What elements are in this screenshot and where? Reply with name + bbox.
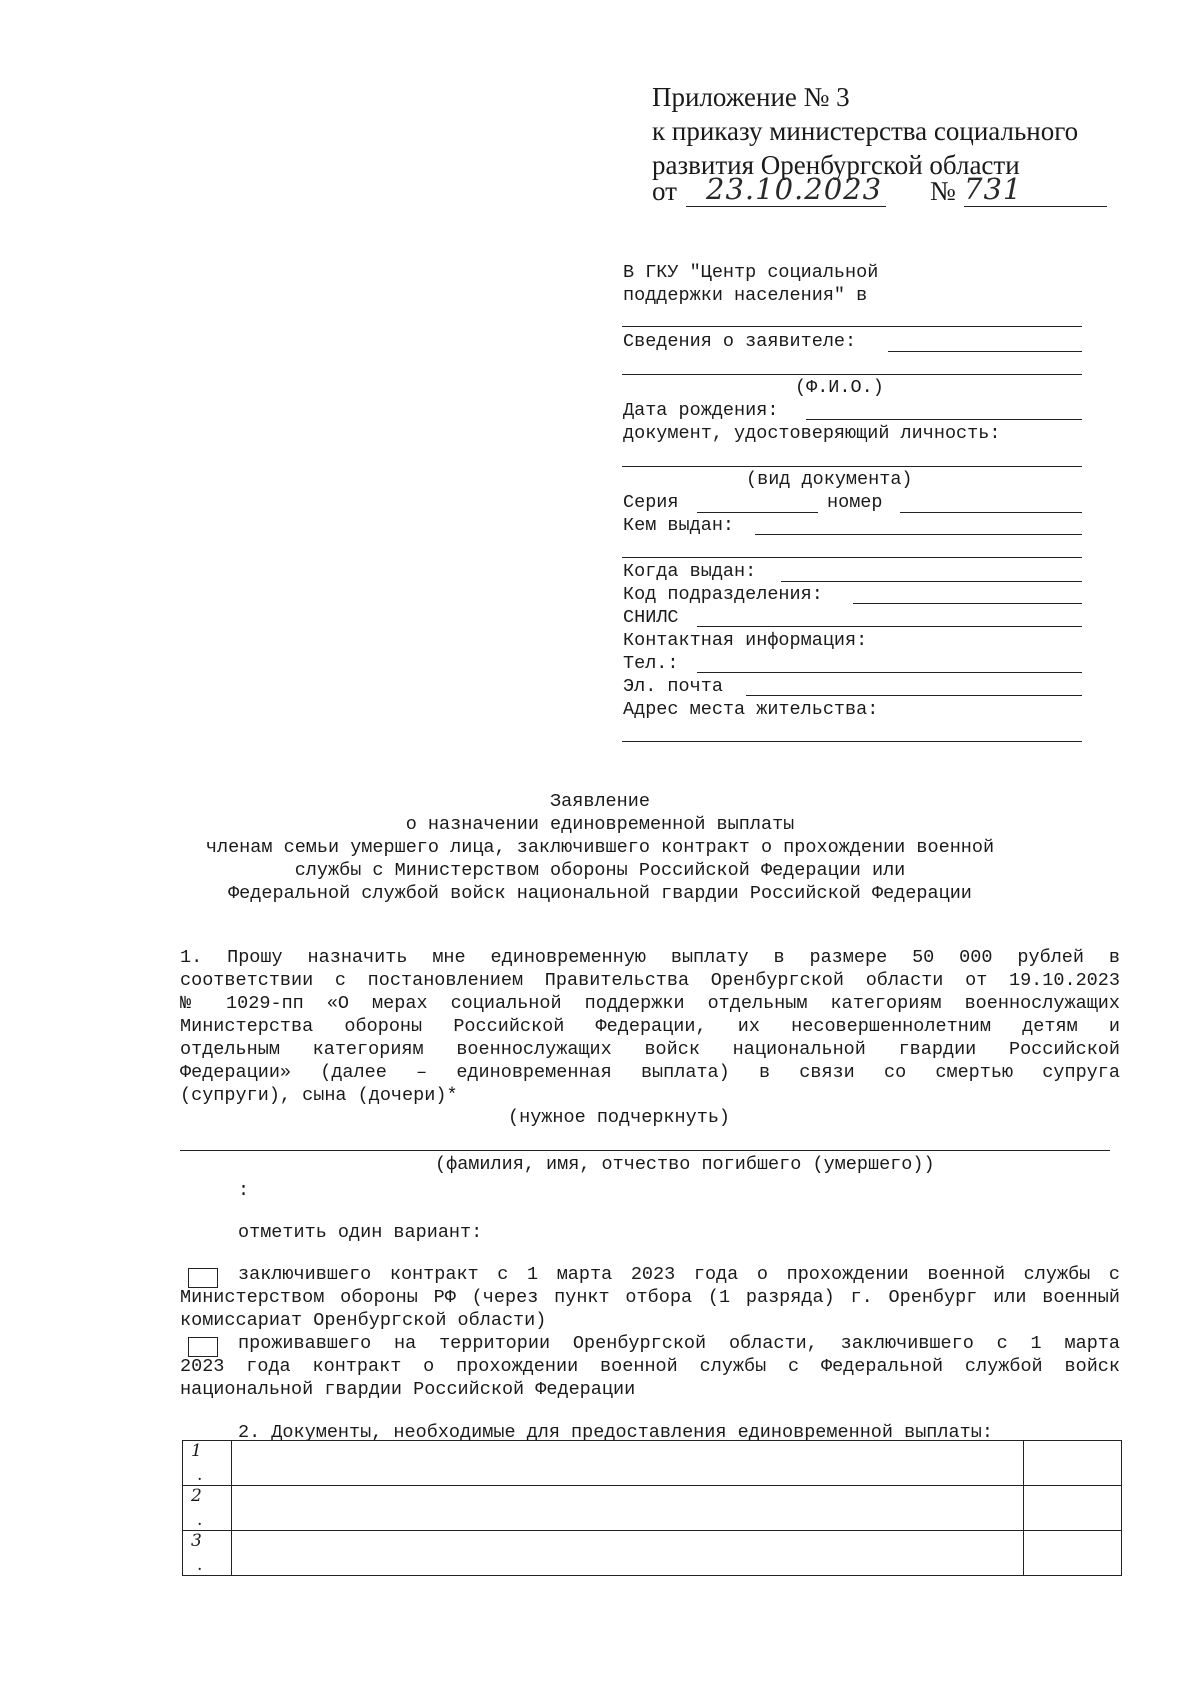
statement-subtitle-4: Федеральной службой войск национальной гвардии Российской Федерации	[228, 883, 972, 904]
recipient-blank-line	[622, 326, 1082, 327]
fio-caption: (Ф.И.О.)	[795, 377, 884, 398]
row-number-dot: .	[197, 1510, 203, 1530]
row-number-cell	[183, 1441, 232, 1486]
documents-label: 2. Документы, необходимые для предоставления единовременной выплаты:	[238, 1422, 993, 1443]
number-underline	[964, 206, 1107, 207]
fio-line	[622, 374, 1082, 375]
address-label: Адрес места жительства:	[623, 699, 879, 720]
issued-when-line	[781, 581, 1082, 582]
number-field-line	[900, 512, 1082, 513]
option-2-line: 2023 года контракт о прохождении военной службы с Федеральной службой войск	[180, 1356, 1120, 1377]
document-extra-cell[interactable]	[1024, 1486, 1122, 1531]
id-document-label: документ, удостоверяющий личность:	[623, 423, 1001, 444]
statement-subtitle-3: службы с Министерством обороны Российской Федерации или	[294, 860, 906, 881]
paragraph-1-line: Федерации» (далее – единовременная выплата) в связи со смертью супруга	[180, 1062, 1120, 1083]
series-label: Серия	[623, 492, 679, 513]
division-code-label: Код подразделения:	[623, 584, 823, 605]
appendix-order-line: к приказу министерства социального	[652, 116, 1079, 146]
underline-caption: (нужное подчеркнуть)	[508, 1107, 731, 1128]
phone-label: Тел.:	[623, 653, 679, 674]
row-number-dot: .	[197, 1555, 203, 1575]
recipient-line-2: поддержки населения" в	[623, 285, 868, 306]
table-row	[183, 1441, 1122, 1486]
handwritten-date: 23.10.2023	[706, 172, 883, 206]
paragraph-1-line: соответствии с постановлением Правительства Оренбургской области от 19.10.2023	[180, 970, 1120, 991]
row-number: 3	[191, 1531, 202, 1551]
document-type-caption: (вид документа)	[746, 469, 913, 490]
paragraph-1-line: № 1029-пп «О мерах социальной поддержки отдельным категориям военнослужащих	[180, 993, 1120, 1014]
order-date-row	[652, 172, 1107, 212]
deceased-name-caption: (фамилия, имя, отчество погибшего (умершего))	[435, 1154, 935, 1175]
document-name-cell[interactable]	[231, 1486, 1024, 1531]
number-field-label: номер	[827, 492, 883, 513]
from-label: от	[652, 176, 677, 206]
appendix-title: Приложение № 3	[652, 82, 850, 112]
option-2-checkbox[interactable]	[188, 1337, 218, 1357]
row-number-cell	[183, 1486, 232, 1531]
appendix-ministry-line: развития Оренбургской области	[652, 150, 1020, 180]
email-line	[746, 695, 1082, 696]
statement-subtitle-2: членам семьи умершего лица, заключившего контракт о прохождении военной	[205, 837, 995, 858]
birth-date-line	[806, 419, 1082, 420]
issued-by-line-2	[622, 557, 1082, 558]
row-number: 1	[191, 1441, 202, 1461]
applicant-info-line	[888, 351, 1082, 352]
paragraph-1-line: Министерства обороны Российской Федерации, их несовершеннолетним детям и	[180, 1016, 1120, 1037]
option-1-checkbox[interactable]	[188, 1268, 218, 1288]
contact-info-label: Контактная информация:	[623, 630, 868, 651]
choose-option-label: отметить один вариант:	[238, 1222, 483, 1243]
series-line	[697, 512, 818, 513]
document-name-cell[interactable]	[231, 1441, 1024, 1486]
paragraph-1-line: отдельным категориям военнослужащих войск национальной гвардии Российской	[180, 1039, 1120, 1060]
number-label: №	[930, 176, 956, 206]
option-1-line: Министерством обороны РФ (через пункт отбора (1 разряда) г. Оренбург или военный	[180, 1287, 1120, 1308]
date-underline	[686, 206, 886, 207]
id-document-line	[622, 466, 1082, 467]
option-2-line: проживавшего на территории Оренбургской области, заключившего с 1 марта	[238, 1333, 1120, 1354]
row-number: 2	[191, 1486, 202, 1506]
issued-by-label: Кем выдан:	[623, 515, 735, 536]
recipient-line-1: В ГКУ "Центр социальной	[623, 262, 879, 283]
birth-date-label: Дата рождения:	[623, 400, 779, 421]
issued-when-label: Когда выдан:	[623, 561, 757, 582]
snils-label: СНИЛС	[623, 607, 679, 628]
option-2-last-line: национальной гвардии Российской Федерации	[180, 1379, 636, 1400]
applicant-info-label: Сведения о заявителе:	[623, 331, 857, 352]
documents-table	[182, 1440, 1122, 1576]
snils-line	[697, 626, 1082, 627]
handwritten-number: 731	[964, 172, 1023, 206]
option-1-last-line: комиссариат Оренбургской области)	[180, 1310, 547, 1331]
issued-by-line	[755, 534, 1082, 535]
phone-line	[697, 672, 1082, 673]
document-name-cell[interactable]	[231, 1531, 1024, 1576]
statement-subtitle-1: о назначении единовременной выплаты	[405, 814, 795, 835]
document-extra-cell[interactable]	[1024, 1441, 1122, 1486]
row-number-cell	[183, 1531, 232, 1576]
statement-title: Заявление	[550, 791, 650, 812]
option-1-line: заключившего контракт с 1 марта 2023 года о прохождении военной службы с	[238, 1264, 1120, 1285]
colon-mark: :	[238, 1180, 250, 1201]
table-row	[183, 1486, 1122, 1531]
table-row	[183, 1531, 1122, 1576]
address-line	[622, 741, 1082, 742]
row-number-dot: .	[197, 1465, 203, 1485]
division-code-line	[853, 603, 1082, 604]
deceased-name-line	[180, 1150, 1110, 1151]
email-label: Эл. почта	[623, 676, 723, 697]
document-extra-cell[interactable]	[1024, 1531, 1122, 1576]
paragraph-1-last-line: (супруги), сына (дочери)*	[180, 1085, 458, 1106]
paragraph-1-line: 1. Прошу назначить мне единовременную выплату в размере 50 000 рублей в	[180, 947, 1120, 968]
